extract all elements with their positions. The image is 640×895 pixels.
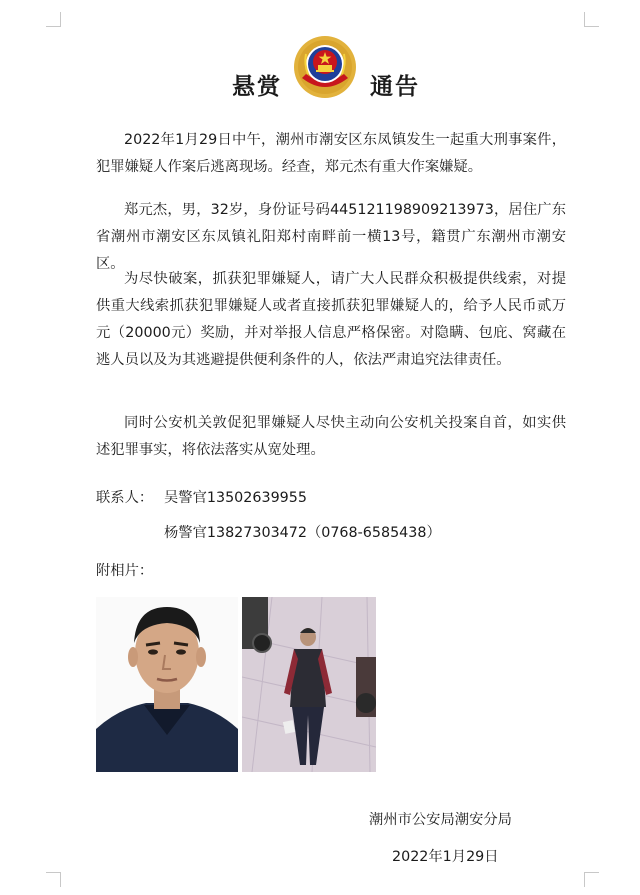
contact-person-1: 吴警官13502639955 (164, 490, 307, 506)
paragraph-reward (96, 266, 566, 374)
notice-header (0, 34, 640, 100)
paragraph-surrender-text: 同时公安机关敦促犯罪嫌疑人尽快主动向公安机关投案自首，如实供述犯罪事实，将依法落实从宽处理。 (96, 415, 566, 458)
crop-mark-top-right (584, 12, 599, 27)
title-right: 通告 (370, 74, 420, 100)
crop-mark-bottom-right (584, 872, 599, 887)
issuing-authority: 潮州市公安局潮安分局 (369, 812, 512, 828)
suspect-portrait-photo (96, 597, 238, 772)
paragraph-suspect-text: 郑元杰，男，32岁，身份证号码445121198909213973，居住广东省潮州市潮安区东凤镇礼阳郑村南畔前一横13号，籍贯广东潮州市潮安区。 (96, 202, 566, 272)
contact-label: 联系人： (96, 490, 154, 506)
attachment-label: 附相片： (96, 563, 154, 579)
paragraph-reward-text: 为尽快破案，抓获犯罪嫌疑人，请广大人民群众积极提供线索，对提供重大线索抓获犯罪嫌疑人或者直接抓获犯罪嫌疑人的，给予人民币贰万元（20000元）奖励，并对举报人信息严格保密。对隐瞒、包庇、窝藏在逃人员以及为其逃避提供便利条件的人，依法严肃追究法律责任。 (96, 271, 566, 368)
paragraph-incident (96, 127, 566, 181)
police-emblem-icon (292, 34, 358, 100)
crop-mark-top-left (46, 12, 61, 27)
paragraph-surrender (96, 410, 566, 464)
paragraph-incident-text: 2022年1月29日中午，潮州市潮安区东凤镇发生一起重大刑事案件，犯罪嫌疑人作案后逃离现场。经查，郑元杰有重大作案嫌疑。 (96, 132, 566, 175)
surveillance-photo (242, 597, 376, 772)
title-left: 悬赏 (232, 74, 282, 100)
issue-date: 2022年1月29日 (392, 849, 499, 865)
contact-person-2: 杨警官13827303472（0768-6585438） (164, 525, 441, 541)
crop-mark-bottom-left (46, 872, 61, 887)
